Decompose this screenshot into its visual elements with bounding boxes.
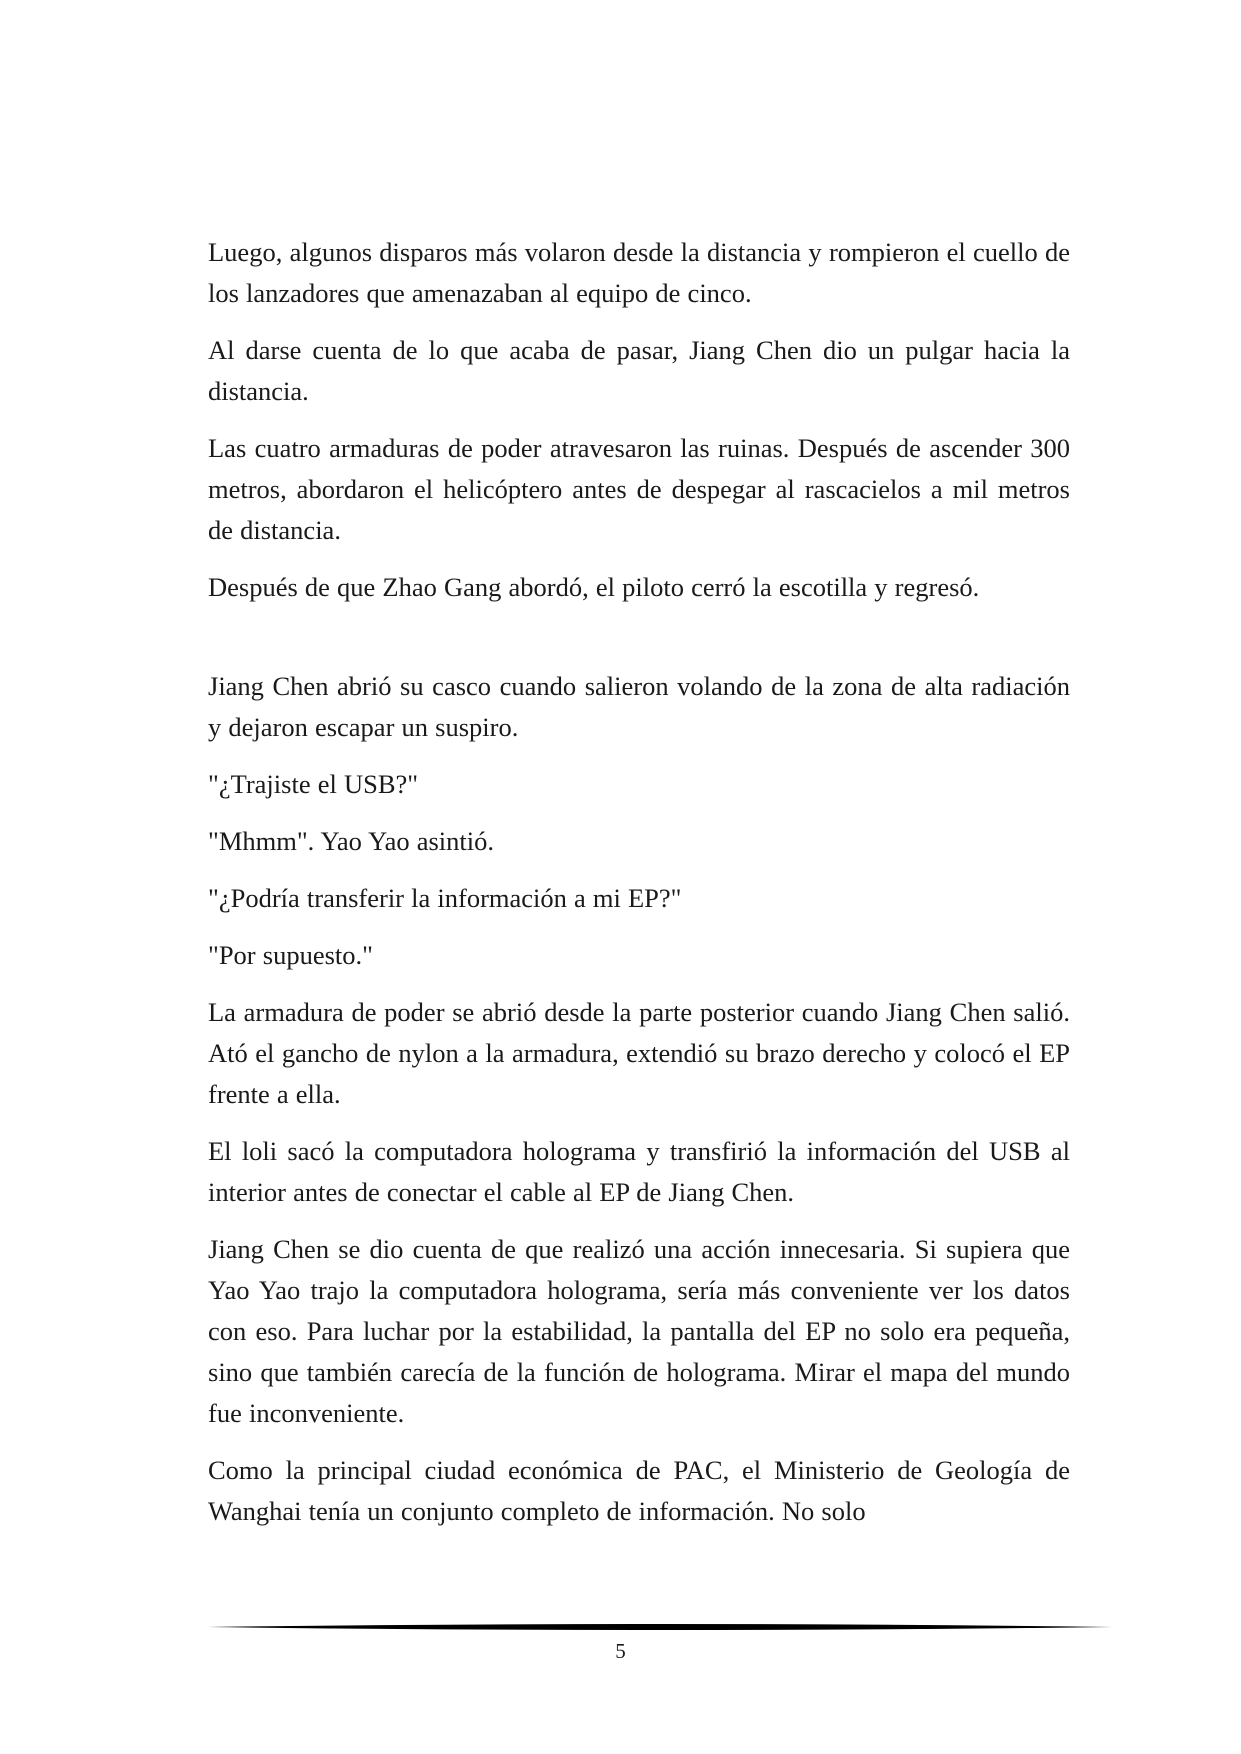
paragraph-5: Jiang Chen abrió su casco cuando salieron volando de la zona de alta radiación y dejaron escapar un suspiro. bbox=[208, 671, 1070, 742]
footer-divider bbox=[208, 1622, 1112, 1632]
paragraph-9: "Por supuesto." bbox=[208, 940, 373, 970]
page-number: 5 bbox=[615, 1639, 626, 1663]
paragraph-10: La armadura de poder se abrió desde la parte posterior cuando Jiang Chen salió. Ató el gancho de nylon a la armadura, extendió su brazo derecho y colocó el EP frente a ella. bbox=[208, 997, 1070, 1109]
paragraph-13: Como la principal ciudad económica de PAC, el Ministerio de Geología de Wanghai tenía un conjunto completo de información. No solo bbox=[208, 1455, 1070, 1526]
paragraph-7: "Mhmm". Yao Yao asintió. bbox=[208, 826, 494, 856]
paragraph-3: Las cuatro armaduras de poder atravesaron las ruinas. Después de ascender 300 metros, abordaron el helicóptero antes de despegar al rascacielos a mil metros de distancia. bbox=[208, 433, 1070, 545]
paragraph-1: Luego, algunos disparos más volaron desde la distancia y rompieron el cuello de los lanzadores que amenazaban al equipo de cinco. bbox=[208, 237, 1070, 308]
body-text bbox=[208, 232, 1070, 1548]
paragraph-2: Al darse cuenta de lo que acaba de pasar, Jiang Chen dio un pulgar hacia la distancia. bbox=[208, 335, 1070, 406]
paragraph-4: Después de que Zhao Gang abordó, el piloto cerró la escotilla y regresó. bbox=[208, 572, 980, 602]
paragraph-8: "¿Podría transferir la información a mi EP?" bbox=[208, 883, 682, 913]
paragraph-12: Jiang Chen se dio cuenta de que realizó una acción innecesaria. Si supiera que Yao Yao trajo la computadora holograma, sería más conveniente ver los datos con eso. Para luchar por la estabilidad, la pantalla del EP no solo era pequeña, sino que también carecía de la función de holograma. Mirar el mapa del mundo fue inconveniente. bbox=[208, 1234, 1070, 1428]
paragraph-11: El loli sacó la computadora holograma y transfirió la información del USB al interior antes de conectar el cable al EP de Jiang Chen. bbox=[208, 1136, 1070, 1207]
paragraph-6: "¿Trajiste el USB?" bbox=[208, 769, 419, 799]
